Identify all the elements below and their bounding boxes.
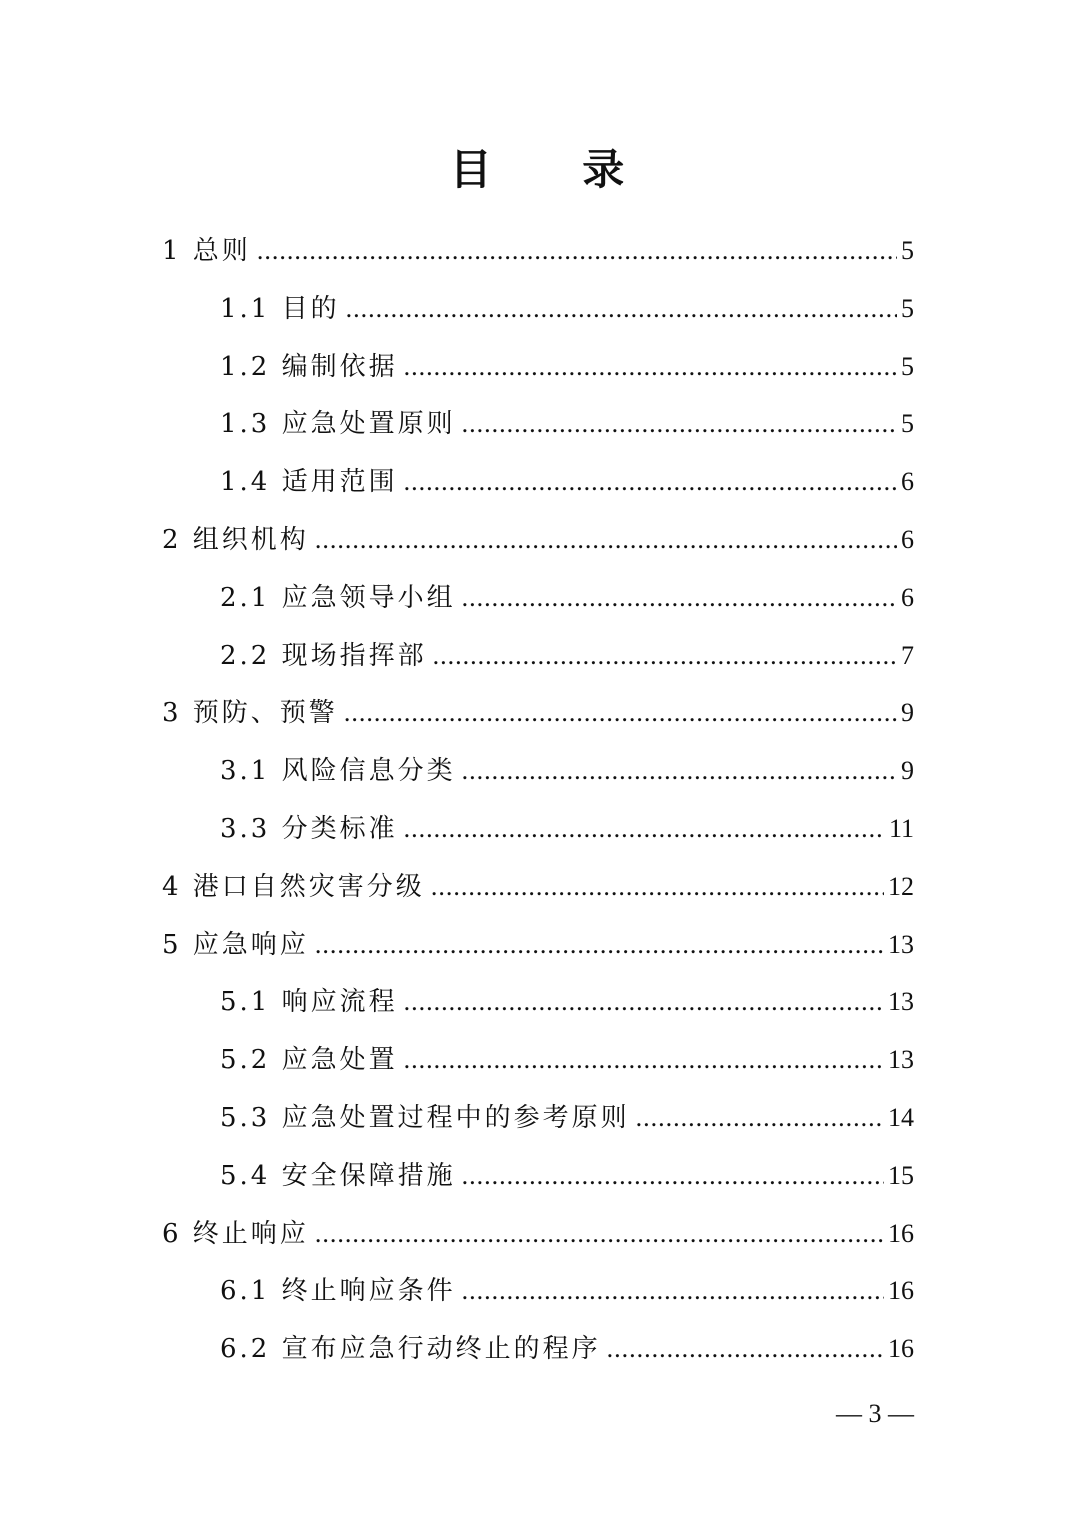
toc-entry-page: 15 <box>888 1160 914 1190</box>
toc-entry-page: 6 <box>901 524 914 554</box>
toc-entry[interactable] <box>162 222 914 280</box>
toc-entry[interactable] <box>162 1089 914 1147</box>
toc-leader-dots <box>462 1262 884 1320</box>
toc-entry-page: 9 <box>901 698 914 728</box>
toc-entry-page: 16 <box>888 1218 914 1248</box>
toc-leader-dots <box>344 684 897 742</box>
toc-leader-dots <box>404 338 897 396</box>
toc-entry-label: 2 组织机构 <box>162 524 309 555</box>
table-of-contents <box>162 222 914 1378</box>
toc-entry-page: 7 <box>901 640 914 670</box>
toc-leader-dots <box>607 1320 884 1378</box>
toc-leader-dots <box>315 511 897 569</box>
toc-entry-label: 3.3 分类标准 <box>220 813 398 844</box>
toc-entry-label: 4 港口自然灾害分级 <box>162 871 425 902</box>
toc-entry-page: 13 <box>888 987 914 1017</box>
toc-entry-page: 16 <box>888 1334 914 1364</box>
toc-leader-dots <box>462 395 897 453</box>
toc-leader-dots <box>257 222 897 280</box>
toc-entry-page: 13 <box>888 929 914 959</box>
toc-entry[interactable] <box>162 1031 914 1089</box>
toc-entry-page: 6 <box>901 467 914 497</box>
toc-leader-dots <box>404 800 885 858</box>
toc-entry-page: 14 <box>888 1102 914 1132</box>
toc-entry-label: 1.1 目的 <box>220 293 340 324</box>
toc-entry-label: 1.2 编制依据 <box>220 351 398 382</box>
toc-leader-dots <box>404 973 884 1031</box>
toc-leader-dots <box>315 916 884 974</box>
toc-entry[interactable] <box>162 800 914 858</box>
toc-leader-dots <box>462 742 897 800</box>
toc-entry[interactable] <box>162 1320 914 1378</box>
toc-leader-dots <box>346 280 897 338</box>
toc-entry[interactable] <box>162 1205 914 1263</box>
toc-entry[interactable] <box>162 858 914 916</box>
toc-leader-dots <box>636 1089 884 1147</box>
toc-entry[interactable] <box>162 569 914 627</box>
toc-entry[interactable] <box>162 338 914 396</box>
toc-entry-page: 16 <box>888 1276 914 1306</box>
toc-entry[interactable] <box>162 280 914 338</box>
toc-entry[interactable] <box>162 1147 914 1205</box>
page-title: 目 录 <box>449 145 663 194</box>
toc-entry-page: 5 <box>901 351 914 381</box>
toc-leader-dots <box>404 453 897 511</box>
toc-entry-label: 2.2 现场指挥部 <box>220 640 427 671</box>
page-number: — 3 — <box>836 1399 914 1428</box>
toc-entry-page: 12 <box>888 871 914 901</box>
toc-entry-label: 5.3 应急处置过程中的参考原则 <box>220 1102 630 1133</box>
toc-leader-dots <box>462 569 897 627</box>
toc-entry-page: 5 <box>901 409 914 439</box>
toc-leader-dots <box>431 858 884 916</box>
toc-entry[interactable] <box>162 627 914 685</box>
toc-leader-dots <box>433 627 897 685</box>
toc-entry-label: 5 应急响应 <box>162 929 309 960</box>
toc-entry-label: 6.1 终止响应条件 <box>220 1276 456 1307</box>
toc-entry[interactable] <box>162 973 914 1031</box>
toc-entry-page: 11 <box>888 813 914 843</box>
toc-entry[interactable] <box>162 511 914 569</box>
toc-leader-dots <box>462 1147 884 1205</box>
toc-entry-page: 9 <box>901 756 914 786</box>
toc-entry-page: 6 <box>901 582 914 612</box>
toc-entry-label: 6 终止响应 <box>162 1218 309 1249</box>
toc-entry-page: 5 <box>901 236 914 265</box>
toc-entry-page: 5 <box>901 293 914 323</box>
toc-entry[interactable] <box>162 1262 914 1320</box>
toc-entry[interactable] <box>162 684 914 742</box>
toc-entry-label: 5.2 应急处置 <box>220 1045 398 1076</box>
toc-leader-dots <box>404 1031 884 1089</box>
toc-leader-dots <box>315 1205 884 1263</box>
toc-entry-label: 1 总则 <box>162 236 251 266</box>
toc-entry[interactable] <box>162 742 914 800</box>
toc-entry-label: 1.4 适用范围 <box>220 467 398 498</box>
toc-entry[interactable] <box>162 453 914 511</box>
toc-entry-label: 1.3 应急处置原则 <box>220 409 456 440</box>
toc-entry[interactable] <box>162 395 914 453</box>
toc-entry[interactable] <box>162 916 914 974</box>
toc-entry-label: 3 预防、预警 <box>162 698 338 729</box>
toc-entry-label: 5.1 响应流程 <box>220 987 398 1018</box>
toc-entry-label: 2.1 应急领导小组 <box>220 582 456 613</box>
toc-entry-label: 5.4 安全保障措施 <box>220 1160 456 1191</box>
toc-entry-page: 13 <box>888 1045 914 1075</box>
toc-entry-label: 6.2 宣布应急行动终止的程序 <box>220 1334 601 1365</box>
toc-entry-label: 3.1 风险信息分类 <box>220 756 456 787</box>
